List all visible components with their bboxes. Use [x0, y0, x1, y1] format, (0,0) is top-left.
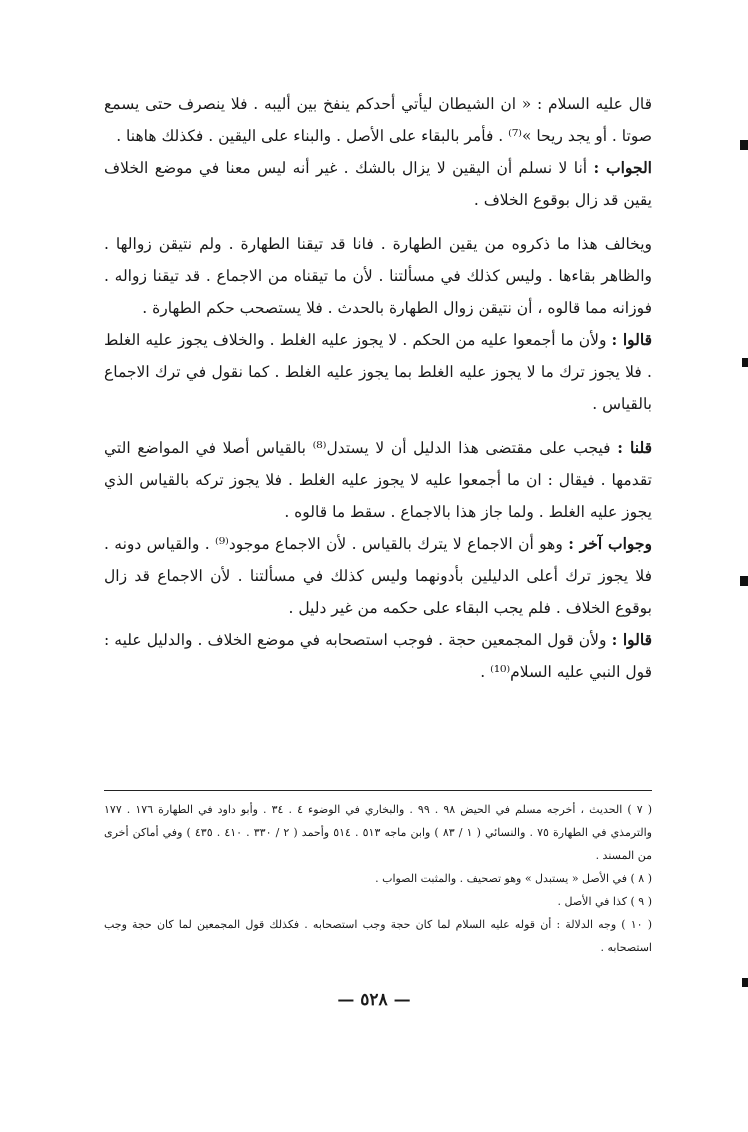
- scan-edge-mark: [742, 978, 748, 987]
- paragraph-4-lead: قالوا :: [611, 330, 652, 349]
- main-text: [104, 88, 652, 688]
- paragraph-3: ويخالف هذا ما ذكروه من يقين الطهارة . فانا قد تيقنا الطهارة . ولم نتيقن زوالها . والظاهر بقاءها . وليس كذلك في مسألتنا . لأن ما تيقناه من الاجماع . قد تيقنا زواله . فوزانه مما قالوه ، أن نتيقن زوال الطهارة بالحدث . فلا يستصحب حكم الطهارة .: [104, 235, 652, 317]
- footnote-7: ( ٧ ) الحديث ، أخرجه مسلم في الحيض ٩٨ . ٩٩ . والبخاري في الوضوء ٤ . ٣٤ . وأبو داود في الطهارة ١٧٦ . ١٧٧ والترمذي في الطهارة ٧٥ . والنسائي ( ١ / ٨٣ ) وابن ماجه ٥١٣ . ٥١٤ وأحمد ( ٢ / ٣٣٠ . ٤١٠ . ٤٣٥ ) وفي أماكن أخرى من المسند .: [104, 803, 652, 862]
- footnote-8: ( ٨ ) في الأصل « يستبدل » وهو تصحيف . والمثبت الصواب .: [375, 872, 652, 885]
- footnote-divider: [104, 790, 652, 791]
- paragraph-4-text: ولأن ما أجمعوا عليه من الحكم . لا يجوز عليه الغلط . والخلاف يجوز عليه الغلط . فلا يجوز ترك ما لا يجوز عليه الغلط بما يجوز عليه الغلط . كما نقول في ترك الاجماع بالقياس .: [104, 331, 652, 413]
- footnote-9: ( ٩ ) كذا في الأصل .: [557, 895, 652, 908]
- paragraph-2: [104, 152, 652, 216]
- scan-edge-mark: [740, 140, 748, 150]
- paragraph-6: [104, 528, 652, 624]
- paragraph-4: [104, 324, 652, 420]
- paragraph-2-lead: الجواب :: [593, 158, 652, 177]
- paragraph-7-text: ولأن قول المجمعين حجة . فوجب استصحابه في موضع الخلاف . والدليل عليه : قول النبي عليه السلام⁽¹⁰⁾ .: [104, 631, 652, 681]
- paragraph-2-text: أنا لا نسلم أن اليقين لا يزال بالشك . غير أنه ليس معنا في موضع الخلاف يقين قد زال بوقوع الخلاف .: [104, 159, 652, 209]
- paragraph-5-lead: قلنا :: [617, 438, 652, 457]
- paragraph-1: قال عليه السلام : « ان الشيطان ليأتي أحدكم ينفخ بين أليبه . فلا ينصرف حتى يسمع صوتا . أو يجد ريحا »⁽⁷⁾ . فأمر بالبقاء على الأصل . والبناء على اليقين . فكذلك هاهنا .: [104, 95, 652, 145]
- scan-edge-mark: [742, 358, 748, 367]
- footnote-10: ( ١٠ ) وجه الدلالة : أن قوله عليه السلام لما كان حجة وجب استصحابه . فكذلك قول المجمعين لما كان حجة وجب استصحابه .: [104, 918, 652, 954]
- paragraph-7-lead: قالوا :: [611, 630, 652, 649]
- paragraph-5: [104, 432, 652, 528]
- paragraph-5-text: فيجب على مقتضى هذا الدليل أن لا يستدل⁽⁸⁾ بالقياس أصلا في المواضع التي تقدمها . فيقال : ان ما أجمعوا عليه لا يجوز عليه الغلط . فلا يجوز تركه بالقياس الذي يجوز عليه الغلط . ولما جاز هذا بالاجماع . سقط ما قالوه .: [104, 439, 652, 521]
- paragraph-6-text: وهو أن الاجماع لا يترك بالقياس . لأن الاجماع موجود⁽⁹⁾ . والقياس دونه . فلا يجوز ترك أعلى الدليلين بأدونهما وليس كذلك في مسألتنا . لأن الاجماع قد زال بوقوع الخلاف . فلم يجب البقاء على حكمه من غير دليل .: [104, 535, 652, 617]
- page-number: — ٥٢٨ —: [337, 990, 411, 1010]
- footnotes: [104, 798, 652, 959]
- scan-edge-mark: [740, 576, 748, 586]
- paragraph-7: [104, 624, 652, 688]
- paragraph-6-lead: وجواب آخر :: [568, 534, 652, 553]
